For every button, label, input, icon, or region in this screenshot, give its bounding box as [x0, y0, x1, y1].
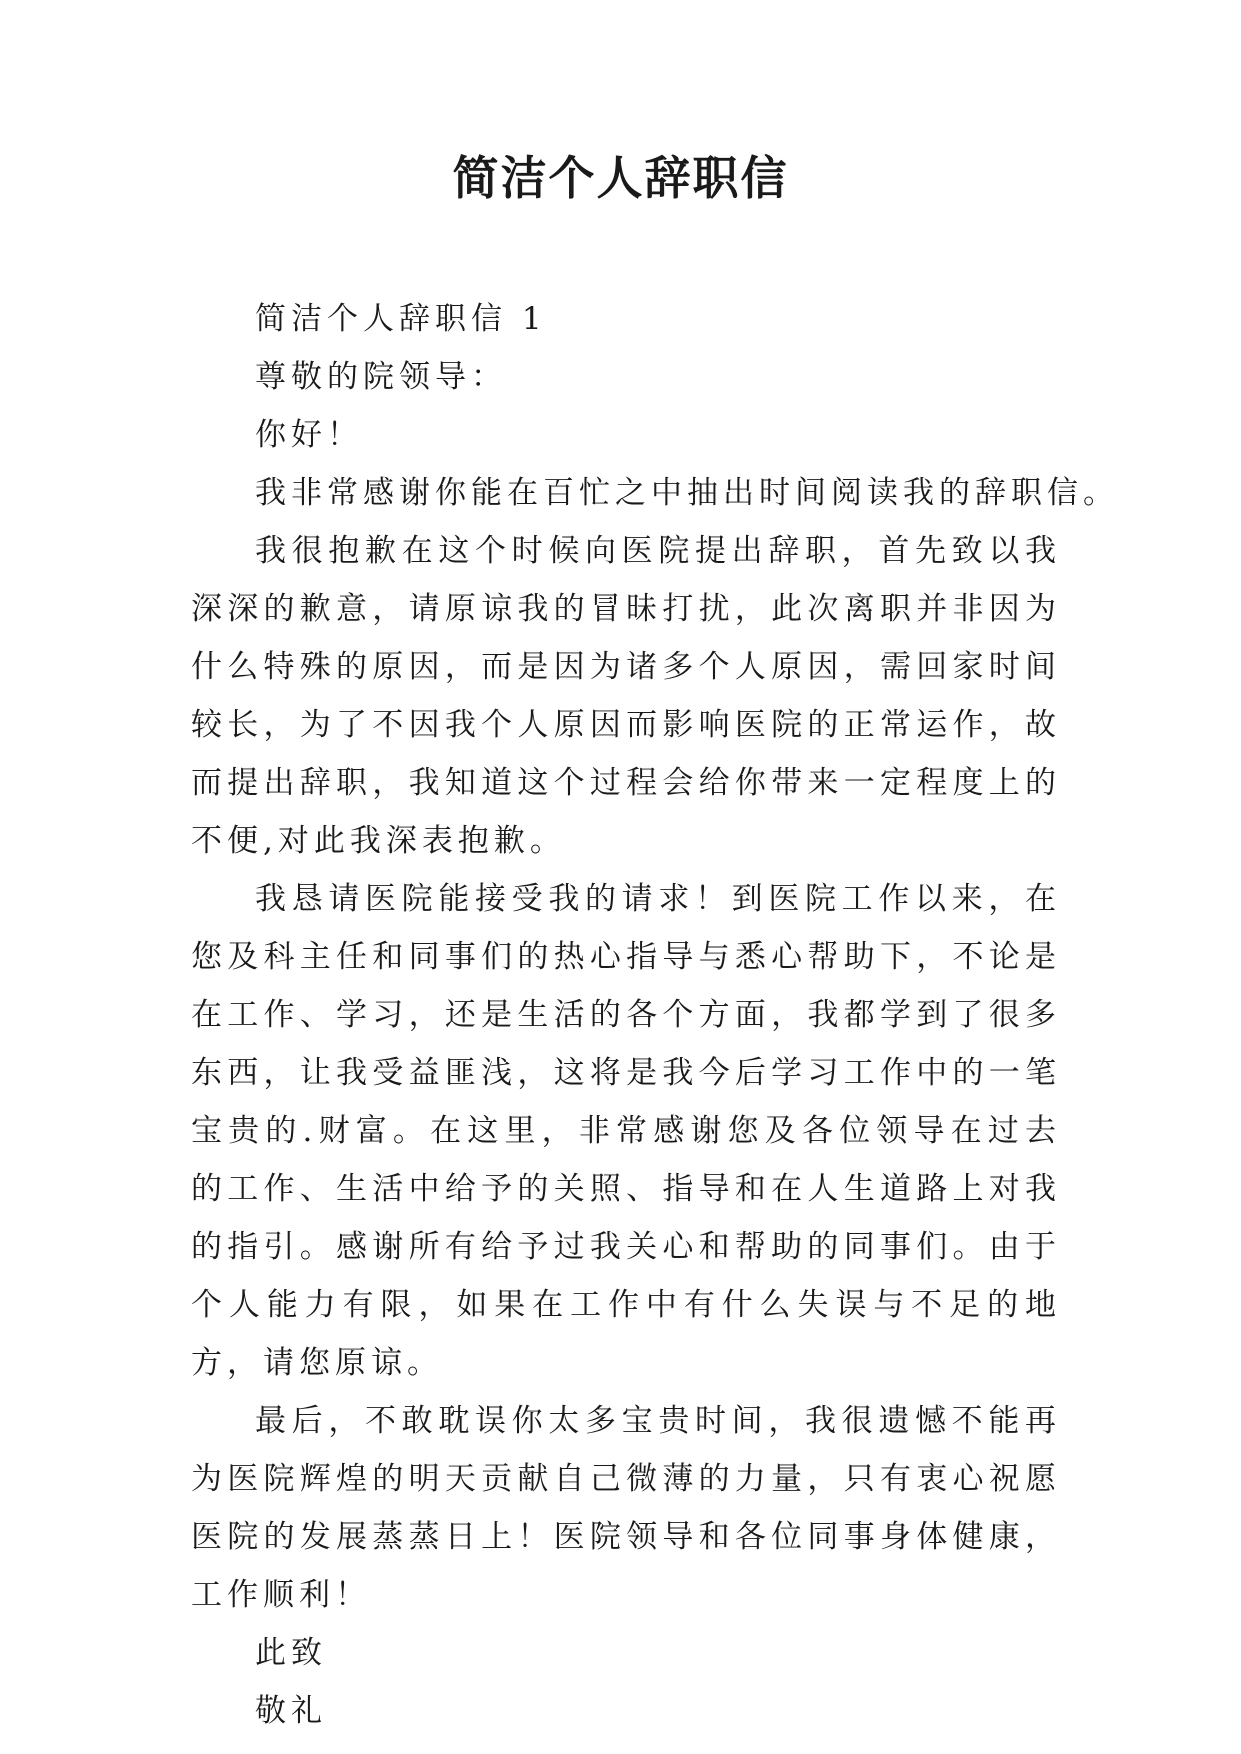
letter-heading: 简洁个人辞职信 1 — [255, 301, 547, 337]
letter-paragraph: 我恳请医院能接受我的请求！到医院工作以来，在您及科主任和同事们的热心指导与悉心帮助下，不论是在工作、学习，还是生活的各个方面，我都学到了很多东西，让我受益匪浅，这将是我今后学习工作中的一笔宝贵的.财富。在这里，非常感谢您及各位领导在过去的工作、生活中给予的关照、指导和在人生道路上对我的指引。感谢所有给予过我关心和帮助的同事们。由于个人能力有限，如果在工作中有什么失误与不足的地方，请您原谅。 — [191, 881, 1061, 1381]
closing-salute: 敬礼 — [255, 1693, 327, 1729]
closing-phrase: 此致 — [255, 1635, 327, 1671]
letter-paragraph: 我很抱歉在这个时候向医院提出辞职，首先致以我深深的歉意，请原谅我的冒昧打扰，此次离职并非因为什么特殊的原因，而是因为诸多个人原因，需回家时间较长，为了不因我个人原因而影响医院的正常运作，故而提出辞职，我知道这个过程会给你带来一定程度上的不便,对此我深表抱歉。 — [191, 533, 1061, 859]
document-title: 简洁个人辞职信 — [452, 151, 789, 205]
letter-paragraph: 我非常感谢你能在百忙之中抽出时间阅读我的辞职信。 — [255, 475, 1119, 511]
greeting: 你好！ — [255, 417, 363, 453]
letter-body — [191, 290, 1119, 1740]
letter-paragraph: 最后，不敢耽误你太多宝贵时间，我很遗憾不能再为医院辉煌的明天贡献自己微薄的力量，只有衷心祝愿医院的发展蒸蒸日上！医院领导和各位同事身体健康，工作顺利！ — [191, 1403, 1061, 1613]
salutation: 尊敬的院领导： — [255, 359, 507, 395]
